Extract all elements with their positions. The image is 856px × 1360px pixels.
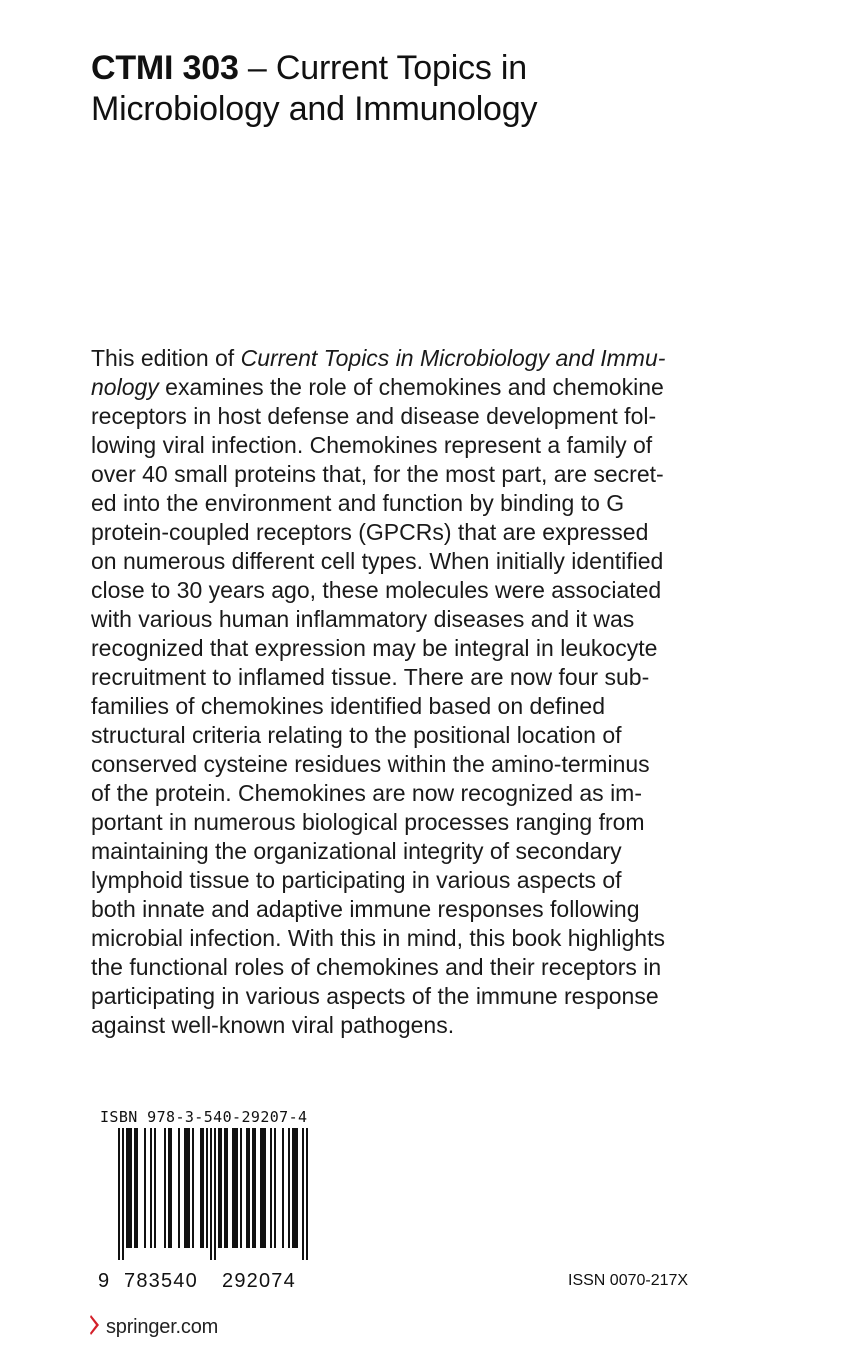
blurb-line	[91, 489, 719, 518]
barcode-lead-digit: 9	[98, 1270, 110, 1292]
blurb-line	[91, 576, 719, 605]
barcode-bar	[206, 1128, 208, 1248]
blurb-text: receptors in host defense and disease development fol-	[91, 403, 657, 429]
blurb-line	[91, 721, 719, 750]
blurb-line	[91, 924, 719, 953]
barcode-bar	[154, 1128, 156, 1248]
blurb-line	[91, 518, 719, 547]
blurb-line	[91, 344, 719, 373]
barcode-bar	[236, 1128, 238, 1248]
blurb-text: conserved cysteine residues within the amino-terminus	[91, 751, 650, 777]
barcode-bar	[210, 1128, 212, 1260]
chevron-right-icon	[90, 1314, 100, 1341]
barcode-bar	[122, 1128, 124, 1260]
barcode-bar	[302, 1128, 304, 1260]
blurb-text: against well-known viral pathogens.	[91, 1012, 455, 1038]
barcode-right-digits: 292074	[222, 1270, 296, 1292]
barcode-bar	[130, 1128, 132, 1248]
blurb-text: microbial infection. With this in mind, this book highlights	[91, 925, 665, 951]
blurb-text: protein-coupled receptors (GPCRs) that are expressed	[91, 519, 649, 545]
barcode-bar	[262, 1128, 264, 1248]
blurb-text: close to 30 years ago, these molecules were associated	[91, 577, 662, 603]
series-dash: –	[238, 49, 276, 87]
blurb-line	[91, 808, 719, 837]
blurb-line	[91, 692, 719, 721]
barcode-bar	[170, 1128, 172, 1248]
barcode-bar	[192, 1128, 194, 1248]
issn-number: ISSN 0070-217X	[568, 1272, 689, 1289]
blurb-text: lowing viral infection. Chemokines represent a family of	[91, 432, 653, 458]
blurb-line	[91, 982, 719, 1011]
blurb-line	[91, 605, 719, 634]
blurb-line	[91, 895, 719, 924]
barcode-bar	[246, 1128, 248, 1248]
barcode-bar	[126, 1128, 128, 1248]
barcode-bar	[288, 1128, 290, 1248]
barcode-bar	[274, 1128, 276, 1248]
barcode-bar	[150, 1128, 152, 1248]
back-cover-blurb	[91, 344, 719, 1040]
barcode-bars	[92, 1128, 342, 1274]
barcode-bar	[260, 1128, 262, 1248]
barcode-bar	[128, 1128, 130, 1248]
barcode-bar	[292, 1128, 294, 1248]
barcode-bar	[186, 1128, 188, 1248]
publisher-link[interactable]	[90, 1314, 218, 1341]
barcode-bar	[134, 1128, 136, 1248]
barcode-bar	[264, 1128, 266, 1248]
barcode-bar	[218, 1128, 220, 1248]
blurb-italic-title: nology	[91, 374, 159, 400]
barcode-bar	[168, 1128, 170, 1248]
barcode-bar	[306, 1128, 308, 1260]
blurb-text: This edition of	[91, 345, 241, 371]
barcode-bar	[188, 1128, 190, 1248]
barcode-bar	[136, 1128, 138, 1248]
series-code: CTMI 303	[91, 49, 239, 87]
blurb-text: participating in various aspects of the immune response	[91, 983, 659, 1009]
blurb-line	[91, 866, 719, 895]
blurb-text: lymphoid tissue to participating in various aspects of	[91, 867, 622, 893]
blurb-line	[91, 431, 719, 460]
blurb-line	[91, 663, 719, 692]
barcode-bar	[240, 1128, 242, 1248]
series-title	[91, 48, 731, 130]
blurb-line	[91, 634, 719, 663]
barcode-bar	[248, 1128, 250, 1248]
blurb-line	[91, 837, 719, 866]
isbn-label: ISBN 978-3-540-29207-4	[100, 1108, 308, 1126]
blurb-line	[91, 373, 719, 402]
barcode-bar	[226, 1128, 228, 1248]
barcode-bar	[294, 1128, 296, 1248]
blurb-text: maintaining the organizational integrity of secondary	[91, 838, 622, 864]
blurb-text: families of chemokines identified based on defined	[91, 693, 605, 719]
barcode-bar	[252, 1128, 254, 1248]
blurb-text: with various human inflammatory diseases and it was	[91, 606, 635, 632]
barcode-bar	[184, 1128, 186, 1248]
barcode-bar	[118, 1128, 120, 1260]
barcode-bar	[164, 1128, 166, 1248]
blurb-text: portant in numerous biological processes ranging from	[91, 809, 645, 835]
series-title-part2: Microbiology and Immunology	[91, 90, 538, 128]
blurb-line	[91, 402, 719, 431]
blurb-line	[91, 750, 719, 779]
blurb-text: of the protein. Chemokines are now recognized as im-	[91, 780, 643, 806]
barcode-bar	[234, 1128, 236, 1248]
barcode-bar	[144, 1128, 146, 1248]
barcode-bar	[232, 1128, 234, 1248]
blurb-line	[91, 779, 719, 808]
blurb-text: examines the role of chemokines and chemokine	[158, 374, 664, 400]
series-title-part1: Current Topics in	[275, 49, 527, 87]
barcode-bar	[296, 1128, 298, 1248]
blurb-text: structural criteria relating to the positional location of	[91, 722, 622, 748]
barcode-bar	[224, 1128, 226, 1248]
blurb-text: recruitment to inflamed tissue. There are now four sub-	[91, 664, 650, 690]
blurb-line	[91, 547, 719, 576]
barcode-bar	[178, 1128, 180, 1248]
barcode-bar	[214, 1128, 216, 1260]
blurb-line	[91, 1011, 719, 1040]
blurb-text: the functional roles of chemokines and their receptors in	[91, 954, 662, 980]
barcode-bar	[282, 1128, 284, 1248]
blurb-text: on numerous different cell types. When initially identified	[91, 548, 664, 574]
blurb-text: recognized that expression may be integral in leukocyte	[91, 635, 658, 661]
blurb-italic-title: Current Topics in Microbiology and Immu-	[240, 345, 666, 371]
blurb-line	[91, 460, 719, 489]
blurb-line	[91, 953, 719, 982]
blurb-text: ed into the environment and function by binding to G	[91, 490, 625, 516]
publisher-url[interactable]: springer.com	[106, 1316, 219, 1338]
blurb-text: both innate and adaptive immune responses following	[91, 896, 640, 922]
barcode-bar	[220, 1128, 222, 1248]
barcode-bar	[270, 1128, 272, 1248]
barcode-bar	[202, 1128, 204, 1248]
isbn-barcode	[92, 1106, 342, 1290]
barcode-bar	[200, 1128, 202, 1248]
blurb-text: over 40 small proteins that, for the most part, are secret-	[91, 461, 664, 487]
barcode-left-digits: 783540	[124, 1270, 198, 1292]
barcode-bar	[254, 1128, 256, 1248]
